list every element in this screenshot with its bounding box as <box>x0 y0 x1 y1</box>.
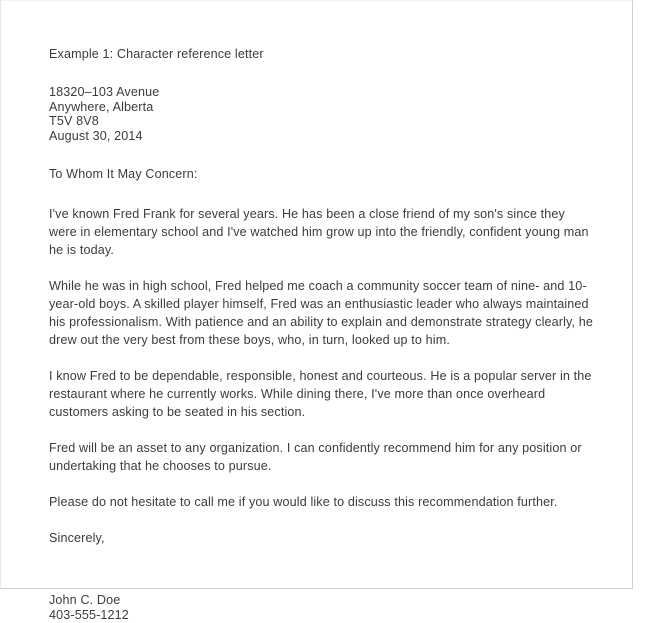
letter-body <box>49 45 594 623</box>
signature-space <box>49 547 594 593</box>
address-line-street: 18320–103 Avenue <box>49 85 160 99</box>
sender-address-block <box>49 85 594 143</box>
address-line-postal-code: T5V 8V8 <box>49 114 99 128</box>
closing-salutation: Sincerely, <box>49 531 105 545</box>
body-paragraph-3: I know Fred to be dependable, responsible, honest and courteous. He is a popular server in the restaurant where he currently works. While dining there, I've more than once overheard customers asking to be seated in his section. <box>49 369 592 419</box>
signer-name: John C. Doe <box>49 593 121 607</box>
body-paragraph-2: While he was in high school, Fred helped me coach a community soccer team of nine- and 10-year-old boys. A skilled player himself, Fred was an enthusiastic leader who always maintained his professionalism. With patience and an ability to explain and demonstrate strategy clearly, he drew out the very best from these boys, who, in turn, looked up to him. <box>49 279 594 347</box>
body-paragraph-1: I've known Fred Frank for several years. He has been a close friend of my son's since they were in elementary school and I've watched him grow up into the friendly, confident young man he is today. <box>49 207 589 257</box>
signer-phone: 403-555-1212 <box>49 608 129 622</box>
address-line-date: August 30, 2014 <box>49 128 143 143</box>
salutation: To Whom It May Concern: <box>49 167 198 181</box>
document-heading: Example 1: Character reference letter <box>49 47 264 61</box>
body-paragraph-4: Fred will be an asset to any organization. I can confidently recommend him for any position or undertaking that he chooses to pursue. <box>49 441 582 473</box>
body-paragraph-5: Please do not hesitate to call me if you would like to discuss this recommendation further. <box>49 495 558 509</box>
signature-block <box>49 593 594 623</box>
address-line-city: Anywhere, Alberta <box>49 99 154 114</box>
